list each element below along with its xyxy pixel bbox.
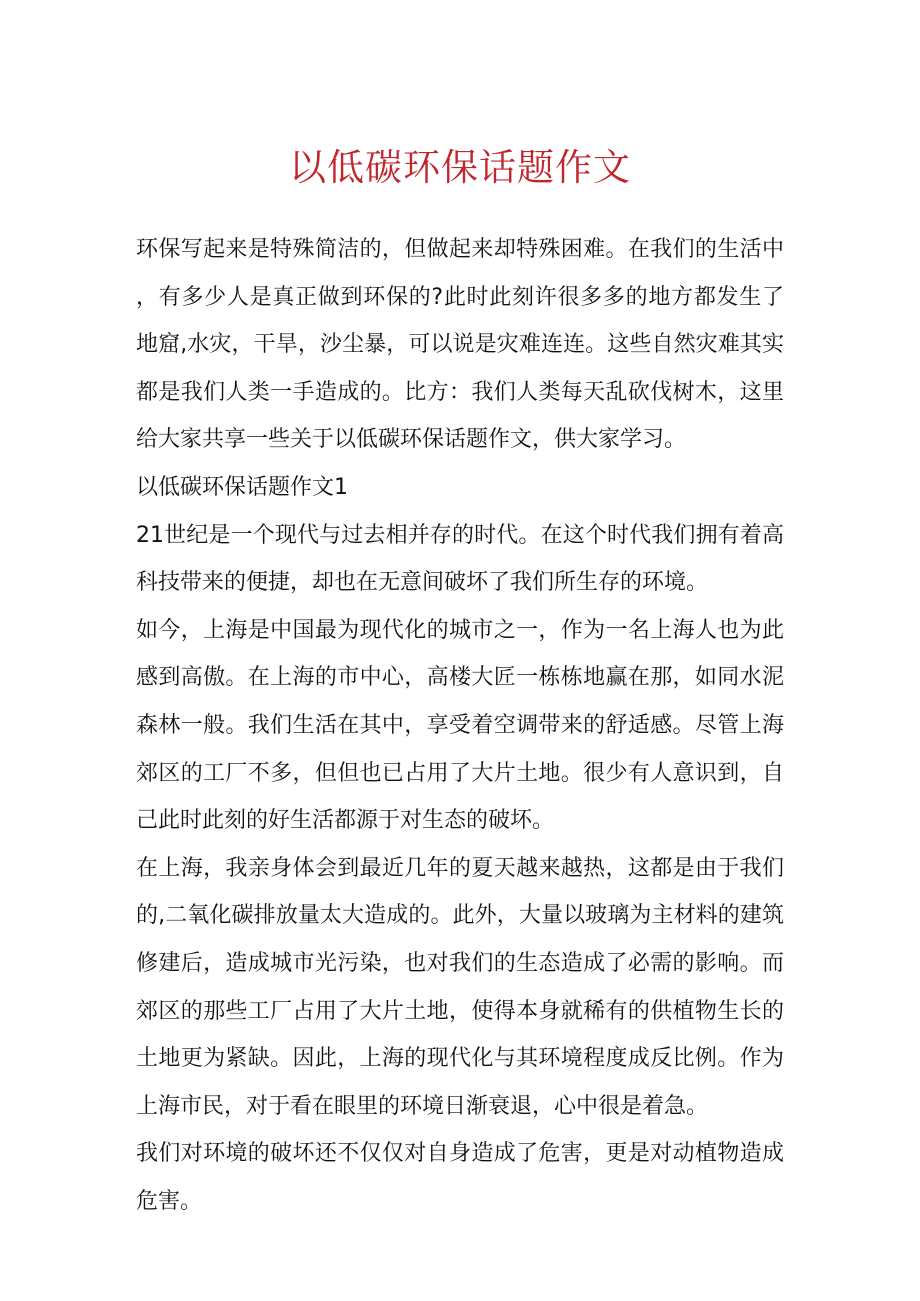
- paragraph: 如今，上海是中国最为现代化的城市之一，作为一名上海人也为此感到高傲。在上海的市中心，高楼大匠一栋栋地赢在那，如同水泥森林一般。我们生活在其中，享受着空调带来的舒适感。尽管上海郊区的工厂不多，但但也已占用了大片土地。很少有人意识到，自己此时此刻的好生活都源于对生态的破坏。: [136, 617, 784, 834]
- section-heading: 以低碳环保话题作文1: [136, 474, 348, 500]
- paragraph: 我们对环境的破坏还不仅仅对自身造成了危害，更是对动植物造成危害。: [136, 1141, 784, 1214]
- paragraph: 在上海，我亲身体会到最近几年的夏天越来越热，这都是由于我们的,二氧化碳排放量太大造成的。此外，大量以玻璃为主材料的建筑修建后，造成城市光污染，也对我们的生态造成了必需的影响。而郊区的那些工厂占用了大片土地，使得本身就稀有的供植物生长的土地更为紧缺。因此，上海的现代化与其环境程度成反比例。作为上海市民，对于看在眼里的环境日渐衰退，心中很是着急。: [136, 855, 784, 1119]
- paragraph-intro: 环保写起来是特殊简洁的，但做起来却特殊困难。在我们的生活中，有多少人是真正做到环保的?此时此刻许很多多的地方都发生了地窟,水灾，干旱，沙尘暴，可以说是灾难连连。这些自然灾难其实都是我们人类一手造成的。比方：我们人类每天乱砍伐树木，这里给大家共享一些关于以低碳环保话题作文，供大家学习。: [136, 237, 784, 453]
- document-title: 以低碳环保话题作文: [289, 146, 631, 189]
- paragraph: 21世纪是一个现代与过去相并存的时代。在这个时代我们拥有着高科技带来的便捷，却也在无意间破坏了我们所生存的环境。: [136, 522, 784, 596]
- document-body: [136, 226, 784, 1225]
